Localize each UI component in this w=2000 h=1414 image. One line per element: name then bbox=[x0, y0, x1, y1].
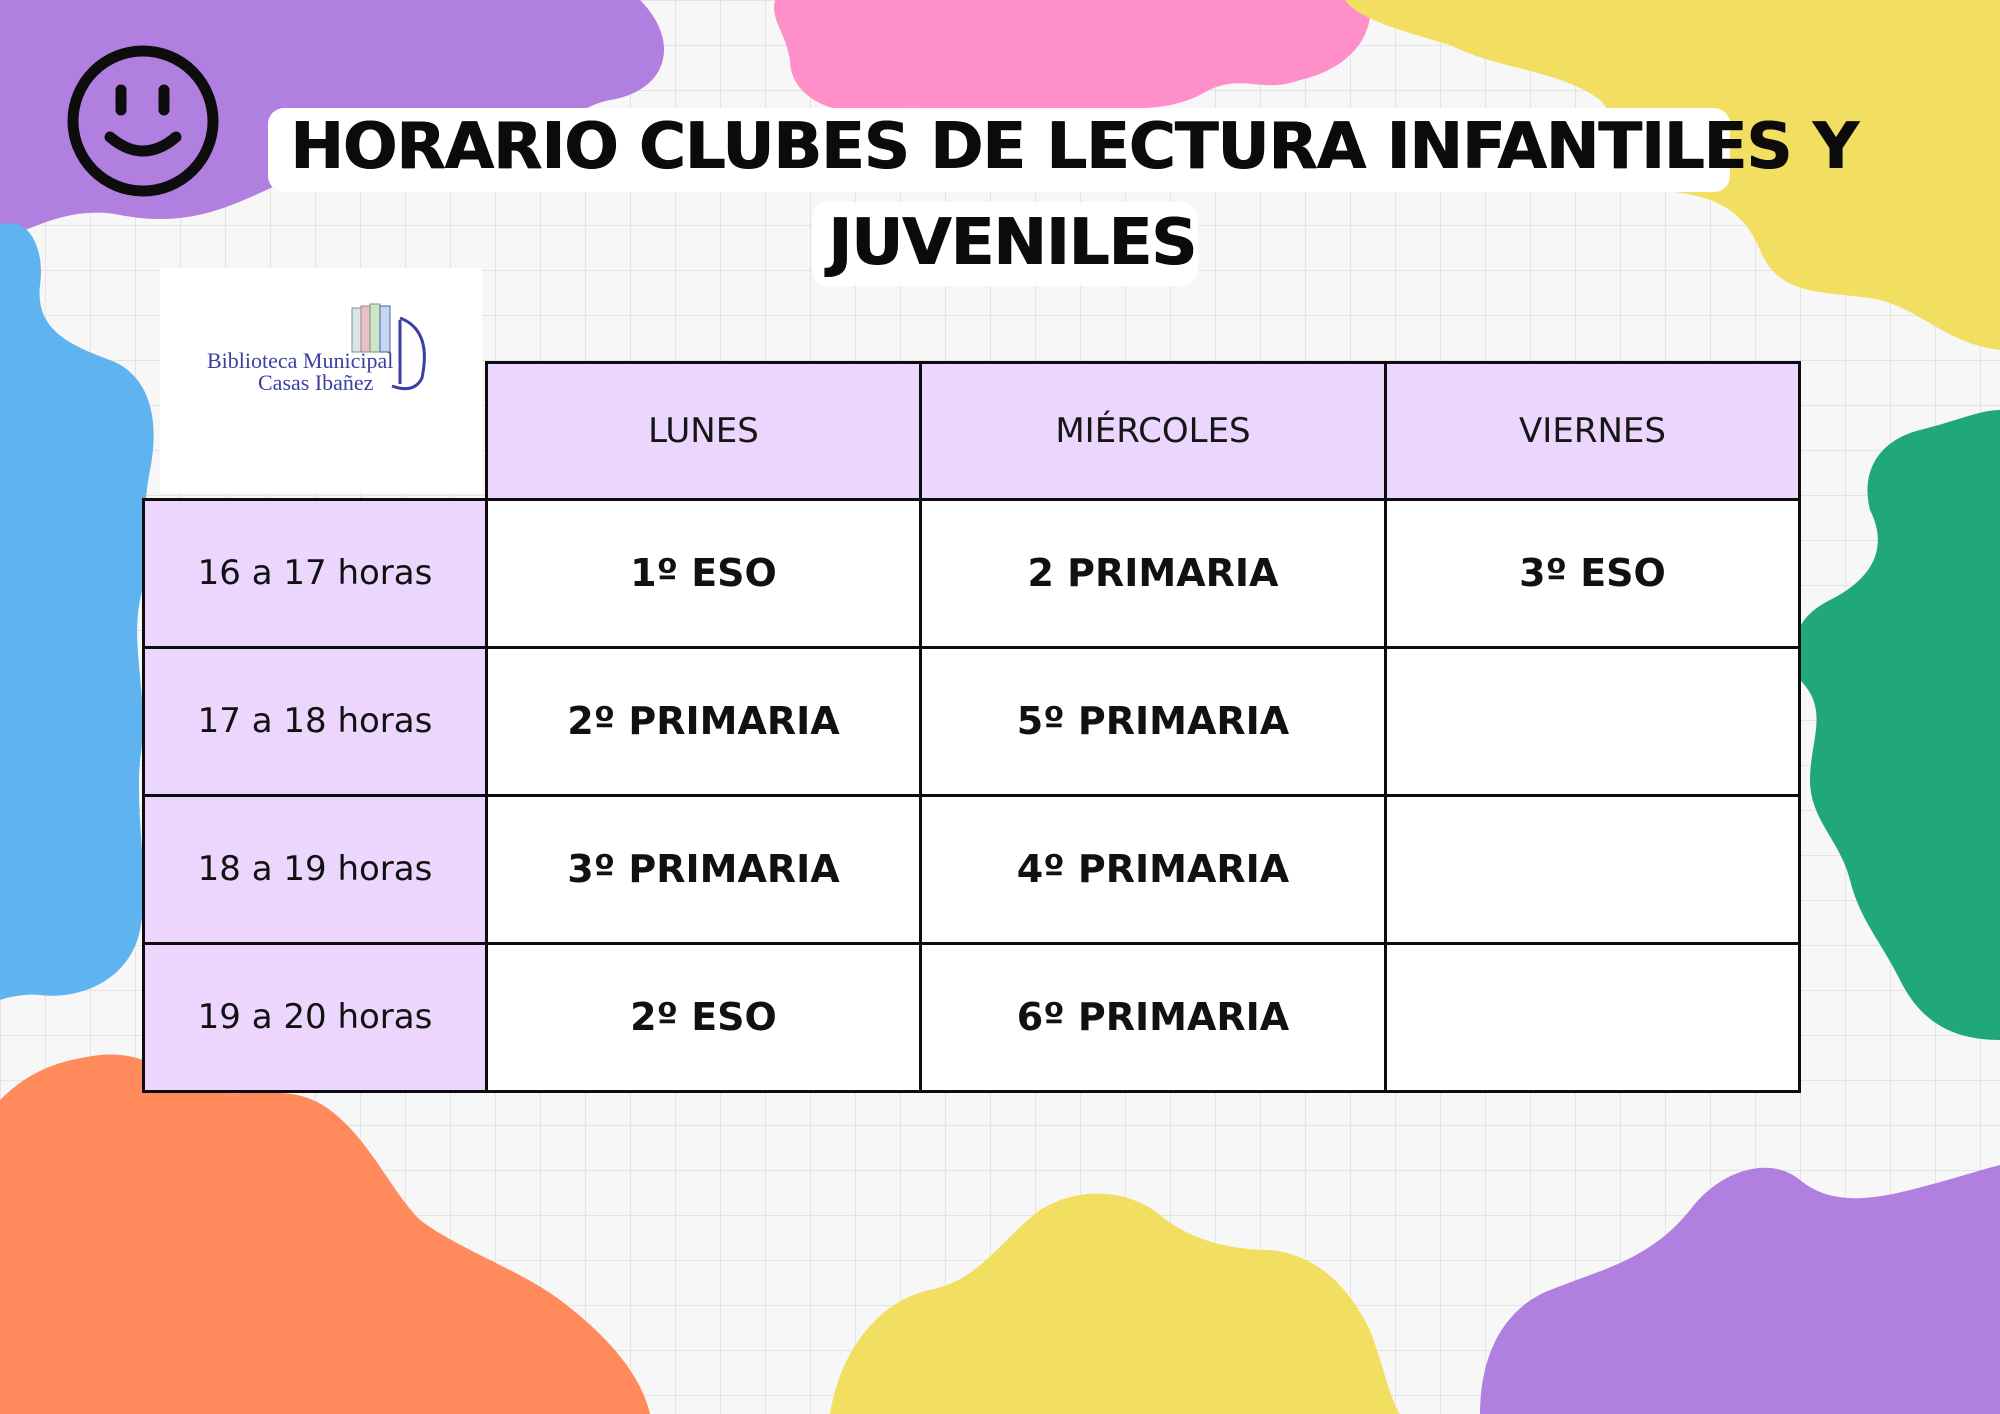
time-slot: 16 a 17 horas bbox=[144, 499, 487, 647]
logo-text-line1: Biblioteca Municipal bbox=[207, 348, 394, 373]
time-slot: 17 a 18 horas bbox=[144, 647, 487, 795]
schedule-cell: 3º PRIMARIA bbox=[487, 795, 921, 943]
header-day-miercoles: MIÉRCOLES bbox=[921, 363, 1386, 500]
schedule-cell bbox=[1386, 795, 1800, 943]
table-corner bbox=[144, 363, 487, 500]
schedule-cell: 2º PRIMARIA bbox=[487, 647, 921, 795]
table-header-row bbox=[144, 363, 1800, 500]
table-row bbox=[144, 647, 1800, 795]
schedule-cell: 4º PRIMARIA bbox=[921, 795, 1386, 943]
time-slot: 18 a 19 horas bbox=[144, 795, 487, 943]
page-title-line1: HORARIO CLUBES DE LECTURA INFANTILES Y bbox=[290, 110, 1858, 184]
logo-text-line2: Casas Ibañez bbox=[258, 370, 374, 395]
time-slot: 19 a 20 horas bbox=[144, 943, 487, 1091]
schedule-cell: 2º ESO bbox=[487, 943, 921, 1091]
schedule-cell: 2 PRIMARIA bbox=[921, 499, 1386, 647]
schedule-cell bbox=[1386, 647, 1800, 795]
table-row bbox=[144, 499, 1800, 647]
table-row bbox=[144, 943, 1800, 1091]
schedule-table bbox=[142, 361, 1801, 1093]
header-day-lunes: LUNES bbox=[487, 363, 921, 500]
schedule-cell bbox=[1386, 943, 1800, 1091]
schedule-cell: 5º PRIMARIA bbox=[921, 647, 1386, 795]
schedule-cell: 1º ESO bbox=[487, 499, 921, 647]
header-day-viernes: VIERNES bbox=[1386, 363, 1800, 500]
schedule-cell: 3º ESO bbox=[1386, 499, 1800, 647]
page-title-line2: JUVENILES bbox=[828, 206, 1196, 280]
table-row bbox=[144, 795, 1800, 943]
schedule-cell: 6º PRIMARIA bbox=[921, 943, 1386, 1091]
